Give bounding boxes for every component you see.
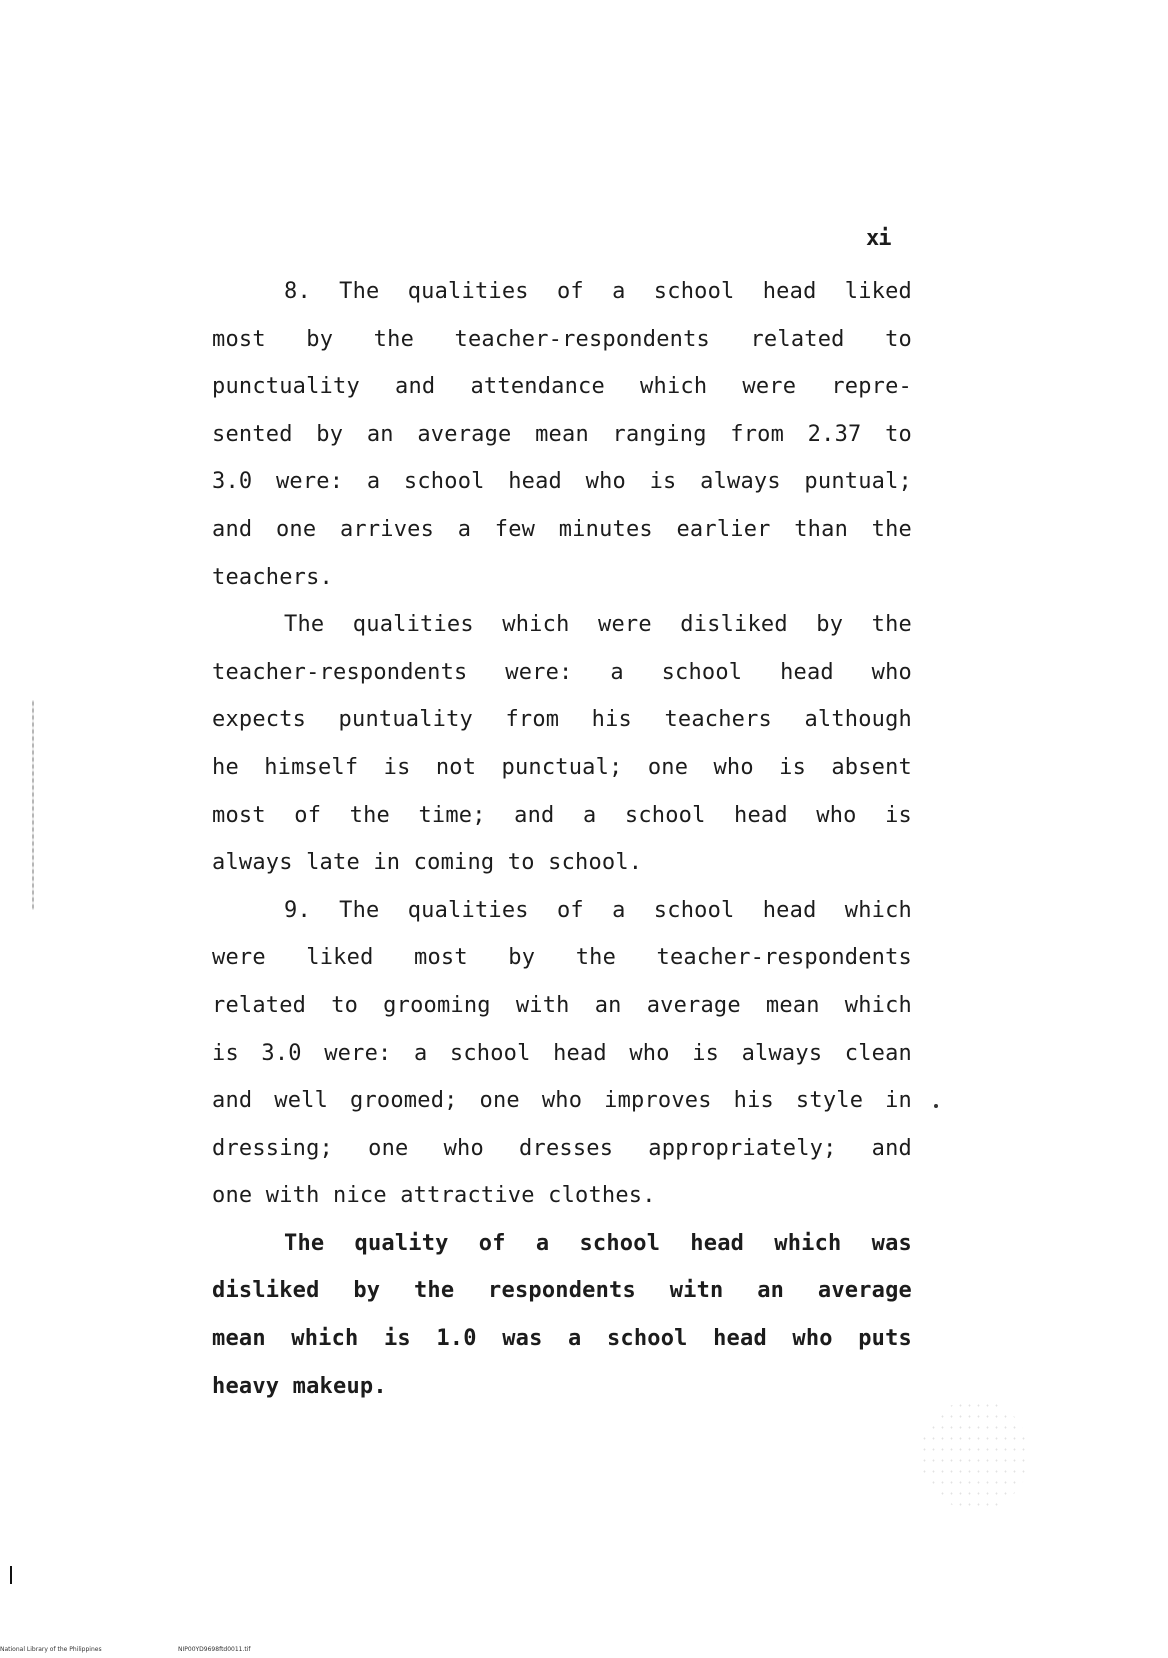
text-line: is 3.0 were: a school head who is always clean [212,1040,912,1066]
document-body [212,268,912,1410]
text-line: related to grooming with an average mean which [212,992,912,1018]
text-line: 3.0 were: a school head who is always puntual; [212,469,912,495]
scan-mark [10,1566,12,1584]
text-line: and one arrives a few minutes earlier than the [212,516,912,542]
text-line: always late in coming to school. [212,850,643,876]
text-line: 9. The qualities of a school head which [284,897,912,923]
text-line: dressing; one who dresses appropriately; and [212,1135,912,1161]
page-number: xi [866,226,891,251]
text-line: disliked by the respondents witn an average [212,1278,912,1304]
text-line: expects puntuality from his teachers although [212,707,912,733]
text-line: The qualities which were disliked by the [284,612,912,638]
scan-noise [920,1400,1030,1510]
text-line: The quality of a school head which was [284,1230,912,1256]
text-line: most by the teacher-respondents related to [212,326,912,352]
text-line: one with nice attractive clothes. [212,1183,656,1209]
text-line: sented by an average mean ranging from 2.37 to [212,421,912,447]
text-line: most of the time; and a school head who is [212,802,912,828]
text-line: teacher-respondents were: a school head who [212,659,912,685]
text-line: punctuality and attendance which were repre- [212,374,912,400]
text-line: mean which is 1.0 was a school head who puts [212,1326,912,1352]
footer-file-name: NIP00YD9698ftd0011.tif [178,1646,251,1653]
text-line: 8. The qualities of a school head liked [284,279,912,304]
scan-dot [934,1104,938,1108]
text-line: were liked most by the teacher-respondents [212,945,912,971]
text-line: teachers. [212,564,334,590]
text-line: he himself is not punctual; one who is absent [212,754,912,780]
text-line: and well groomed; one who improves his style in [212,1088,912,1114]
footer-library-name: National Library of the Philippines [0,1646,102,1653]
text-line: heavy makeup. [212,1373,387,1399]
scan-speckle [32,700,34,910]
